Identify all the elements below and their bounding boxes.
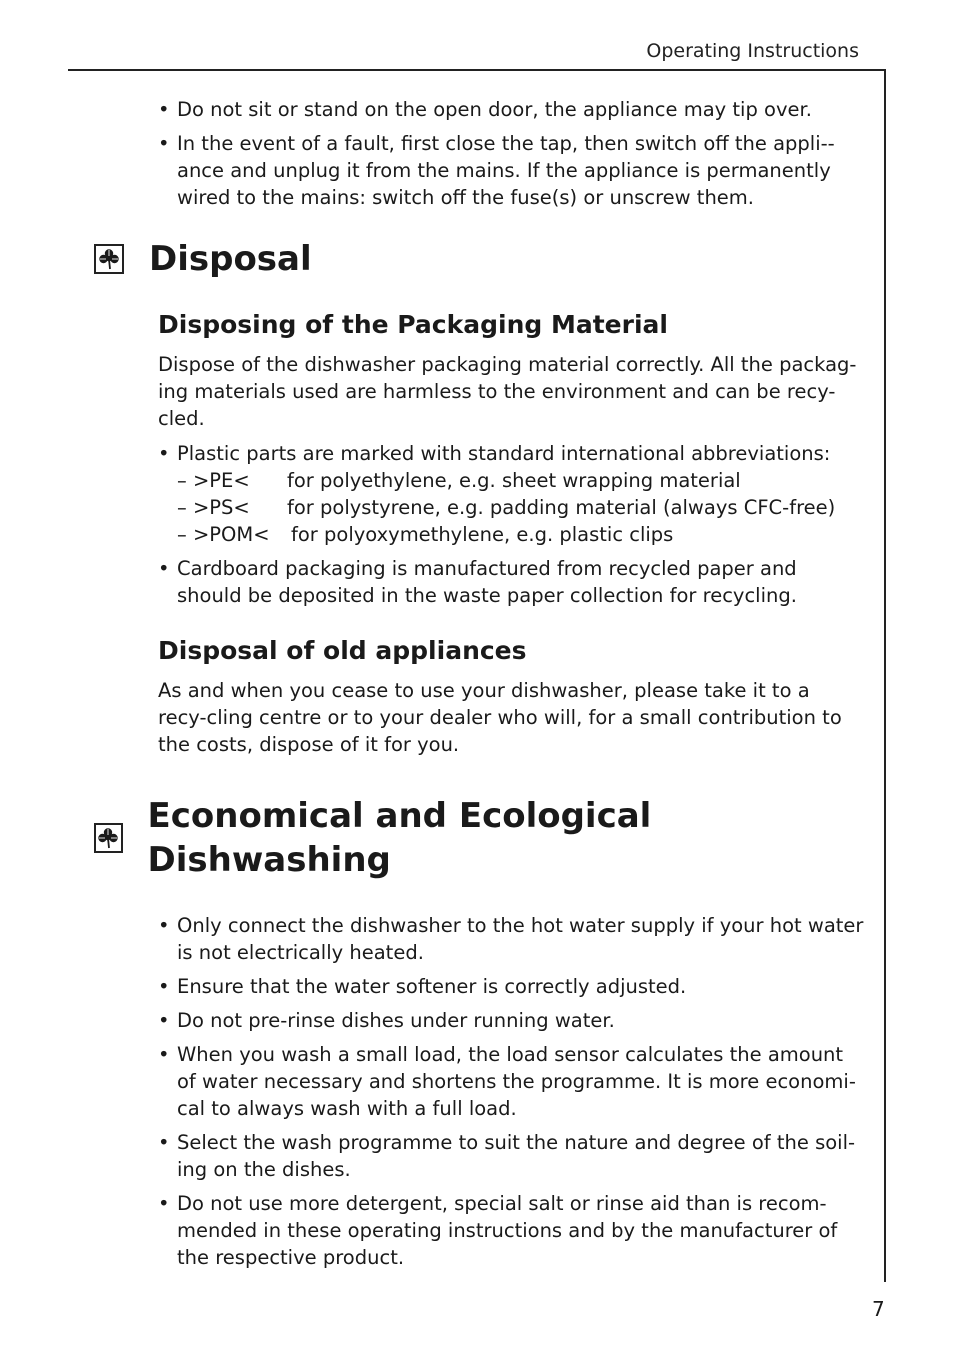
abbreviation-desc: for polyoxymethylene, e.g. plastic clips <box>291 523 674 546</box>
abbreviation-row <box>177 467 864 494</box>
abbreviation-desc: for polystyrene, e.g. padding material (always CFC-free) <box>287 496 836 519</box>
list-item: • When you wash a small load, the load sensor calculates the amount of water necessary and shortens the programme. It is more economi-cal to always wash with a full load. <box>158 1041 864 1122</box>
list-item: • Ensure that the water softener is correctly adjusted. <box>158 973 864 1000</box>
page-number: 7 <box>872 1297 885 1321</box>
disposal-section-heading <box>94 237 864 281</box>
packaging-bullet-list <box>158 440 864 609</box>
side-rule <box>884 69 886 1282</box>
clover-icon <box>94 823 123 853</box>
list-item: • Only connect the dishwasher to the hot water supply if your hot water is not electrically heated. <box>158 912 864 966</box>
abbreviation-row <box>177 494 864 521</box>
section-title: Disposal <box>149 239 312 279</box>
clover-icon <box>94 244 124 274</box>
list-item: • Do not use more detergent, special salt or rinse aid than is recom-mended in these operating instructions and by the manufacturer of the respective product. <box>158 1190 864 1271</box>
page-content <box>147 96 864 1278</box>
section-title: Economical and Ecological Dishwashing <box>147 796 652 880</box>
list-item <box>158 440 864 548</box>
abbreviation-code: – >POM< <box>177 523 270 546</box>
plastic-bullet-text: • Plastic parts are marked with standard international abbreviations: <box>177 442 831 465</box>
abbreviation-code: – >PE< <box>177 469 250 492</box>
list-item: • Select the wash programme to suit the nature and degree of the soil-ing on the dishes. <box>158 1129 864 1183</box>
old-appliances-subheading: Disposal of old appliances <box>158 636 527 665</box>
intro-bullet-list <box>158 96 864 211</box>
list-item: • In the event of a fault, first close the tap, then switch off the appli-ance and unplug it from the mains. If the appliance is permanently wired to the mains: switch off the fuse(s) or unscrew them. <box>158 130 864 211</box>
abbreviation-code: – >PS< <box>177 496 250 519</box>
list-item: • Do not sit or stand on the open door, the appliance may tip over. <box>158 96 864 123</box>
economical-bullet-list <box>158 912 864 1271</box>
old-appliances-paragraph: As and when you cease to use your dishwasher, please take it to a recy-cling centre or to your dealer who will, for a small contribution to the costs, dispose of it for you. <box>158 679 842 756</box>
header-rule <box>68 69 886 71</box>
running-header: Operating Instructions <box>646 40 859 62</box>
packaging-subheading: Disposing of the Packaging Material <box>158 310 668 339</box>
economical-section-heading <box>94 794 864 882</box>
abbreviation-desc: for polyethylene, e.g. sheet wrapping material <box>287 469 741 492</box>
packaging-paragraph: Dispose of the dishwasher packaging material correctly. All the packag-ing materials used are harmless to the environment and can be recy-cled. <box>158 353 857 430</box>
list-item: • Do not pre-rinse dishes under running water. <box>158 1007 864 1034</box>
list-item: • Cardboard packaging is manufactured from recycled paper and should be deposited in the waste paper collection for recycling. <box>158 555 864 609</box>
abbreviation-row <box>177 521 864 548</box>
